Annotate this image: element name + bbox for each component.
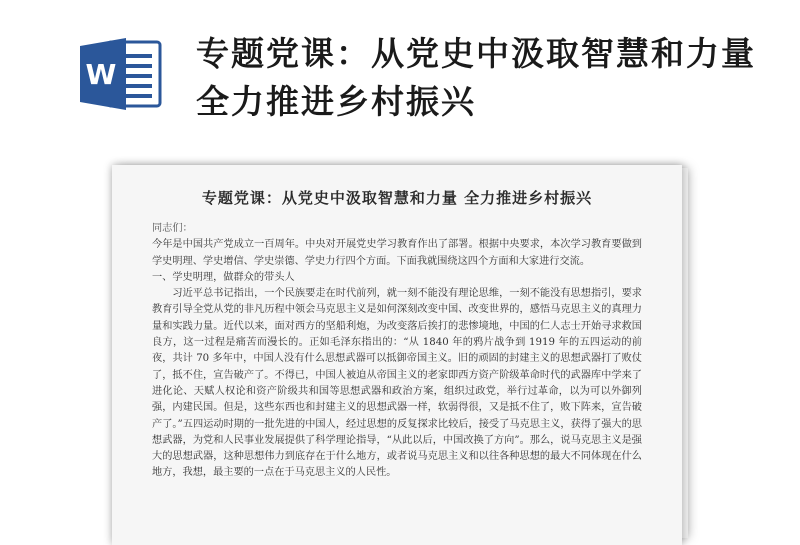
page-header xyxy=(0,0,800,150)
section-heading: 一、学史明理，做群众的带头人 xyxy=(152,271,295,283)
salutation: 同志们： xyxy=(152,223,193,234)
paragraph: 今年是中国共产党成立一百周年。中央对开展党史学习教育作出了部署。根据中央要求，本次学习教育要做到学史明理、学史增信、学史崇德、学史力行四个方面。下面我就围绕这四个方面和大家进行交流。 xyxy=(152,239,642,267)
document-title: 专题党课：从党史中汲取智慧和力量 全力推进乡村振兴 xyxy=(201,189,593,207)
svg-text:W: W xyxy=(85,58,117,91)
document-preview xyxy=(112,165,682,545)
word-icon xyxy=(80,38,162,110)
paragraph: 习近平总书记指出，一个民族要走在时代前列，就一刻不能没有理论思维，一刻不能没有思想指引，要求教育引导全党从党的非凡历程中领会马克思主义是如何深刻改变中国、改变世界的，感悟马克思主义的真理力量和实践力量。近代以来，面对西方的坚船利炮，为改变落后挨打的悲惨境地，中国的仁人志士开始寻求救国良方，这一过程是痛苦而漫长的。正如毛泽东指出的：“从 1840 年的鸦片战争到 1919 年的五四运动的前夜，共计 70 多年中，中国人没有什么思想武器可以抵御帝国主义。旧的顽固的封建主义的思想武器打了败仗了，抵不住，宣告破产了。不得已，中国人被迫从帝国主义的老家即西方资产阶级革命时代的武器库中学来了进化论、天赋人权论和资产阶级共和国等思想武器和政治方案，组织过政党，举行过革命，以为可以外御列强，内建民国。但是，这些东西也和封建主义的思想武器一样，软弱得很，又是抵不住了，败下阵来，宣告破产了。”五四运动时期的一批先进的中国人，经过思想的反复探求比较后，接受了马克思主义，获得了强大的思想武器，为党和人民事业发展提供了科学理论指导，“从此以后，中国改换了方向”。那么，说马克思主义是强大的思想武器，这种思想伟力到底存在于什么地方，或者说马克思主义和以往各种思想的最大不同体现在什么地方，我想，最主要的一点在于马克思主义的人民性。 xyxy=(152,288,642,479)
document-body xyxy=(152,221,642,482)
page-title: 专题党课：从党史中汲取智慧和力量 全力推进乡村振兴 xyxy=(196,34,756,121)
